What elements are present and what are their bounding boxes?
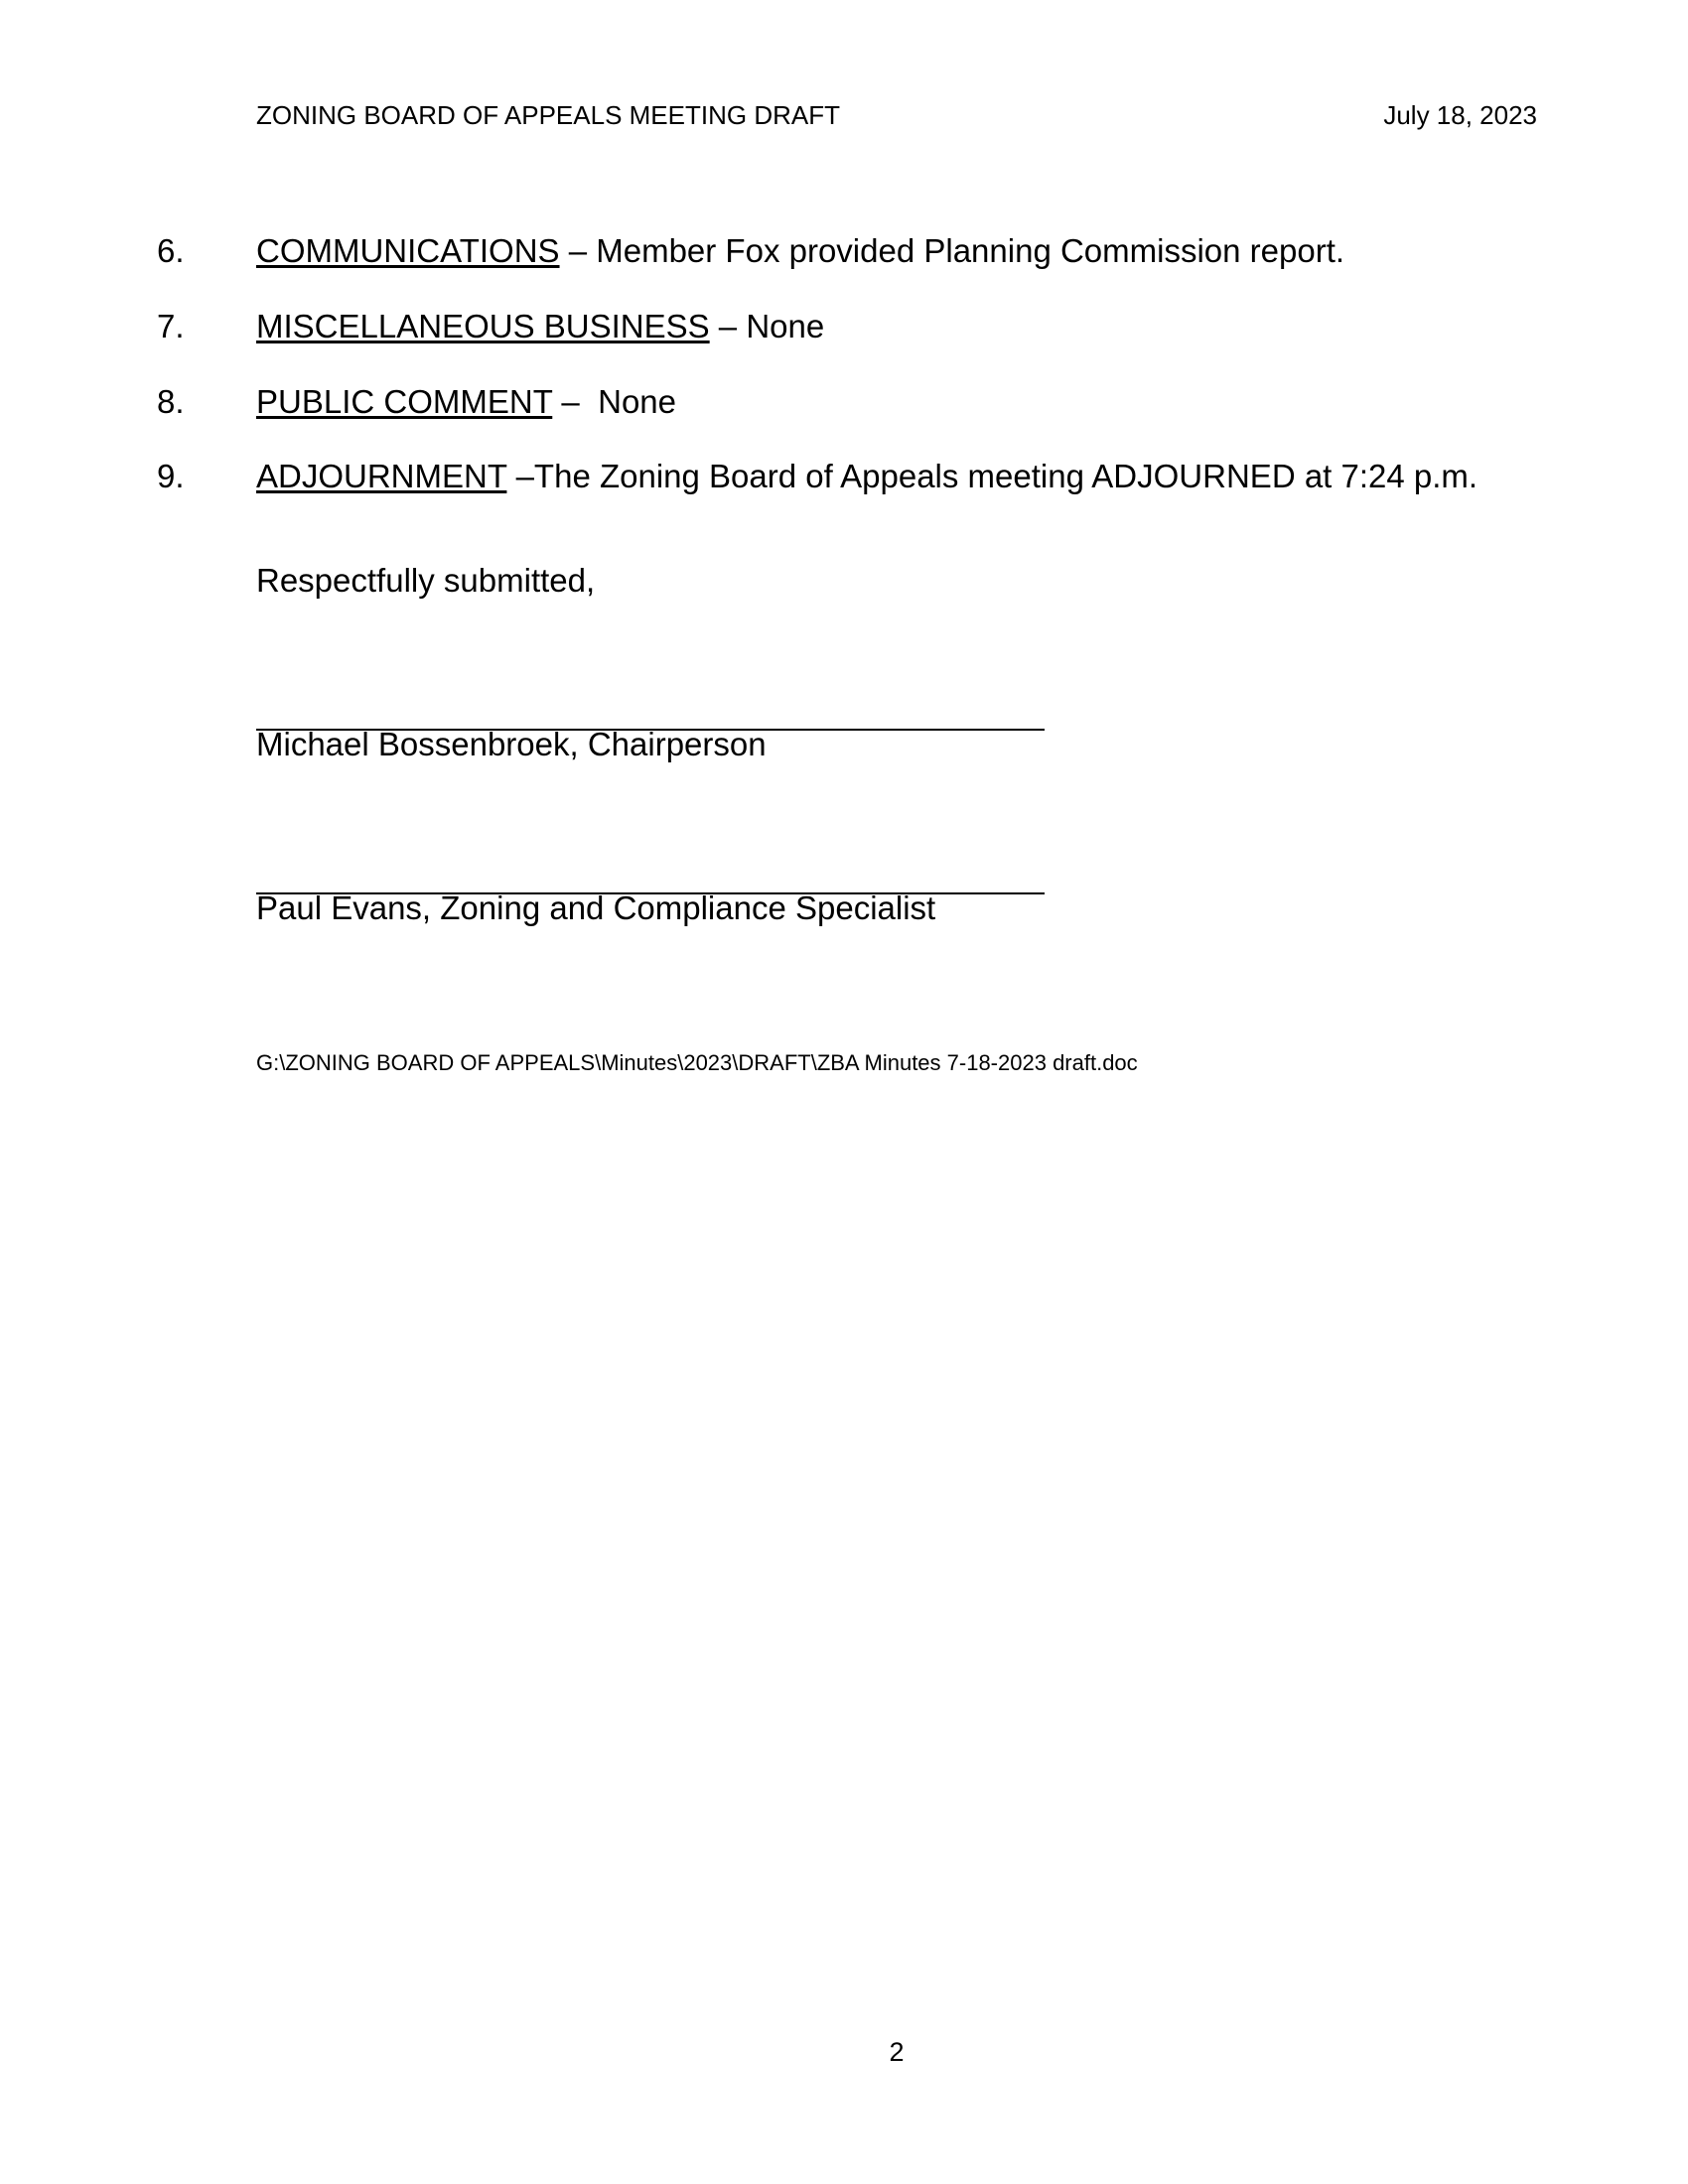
item-body: [256, 231, 1344, 271]
item-text: – None: [709, 308, 825, 344]
item-body: [256, 307, 824, 346]
item-number: 8.: [157, 383, 185, 420]
signature-name-specialist: Paul Evans, Zoning and Compliance Specialist: [256, 889, 936, 926]
header-title: ZONING BOARD OF APPEALS MEETING DRAFT: [256, 100, 840, 130]
file-path: G:\ZONING BOARD OF APPEALS\Minutes\2023\DRAFT\ZBA Minutes 7-18-2023 draft.doc: [256, 1050, 1138, 1075]
item-body: [256, 457, 1477, 496]
item-text: – Member Fox provided Planning Commission report.: [559, 232, 1345, 269]
item-heading: COMMUNICATIONS: [256, 232, 560, 269]
page-number: 2: [889, 2037, 905, 2067]
closing-text: Respectfully submitted,: [256, 562, 596, 599]
item-body: [256, 382, 676, 422]
item-heading: PUBLIC COMMENT: [256, 383, 553, 420]
header-date: July 18, 2023: [1383, 100, 1537, 130]
item-text: –The Zoning Board of Appeals meeting ADJOURNED at 7:24 p.m.: [506, 458, 1478, 494]
item-heading: ADJOURNMENT: [256, 458, 507, 494]
item-number: 7.: [157, 308, 185, 344]
item-number: 9.: [157, 458, 185, 494]
item-number: 6.: [157, 232, 185, 269]
item-text: – None: [552, 383, 677, 420]
item-heading: MISCELLANEOUS BUSINESS: [256, 308, 710, 344]
signature-name-chairperson: Michael Bossenbroek, Chairperson: [256, 726, 767, 762]
